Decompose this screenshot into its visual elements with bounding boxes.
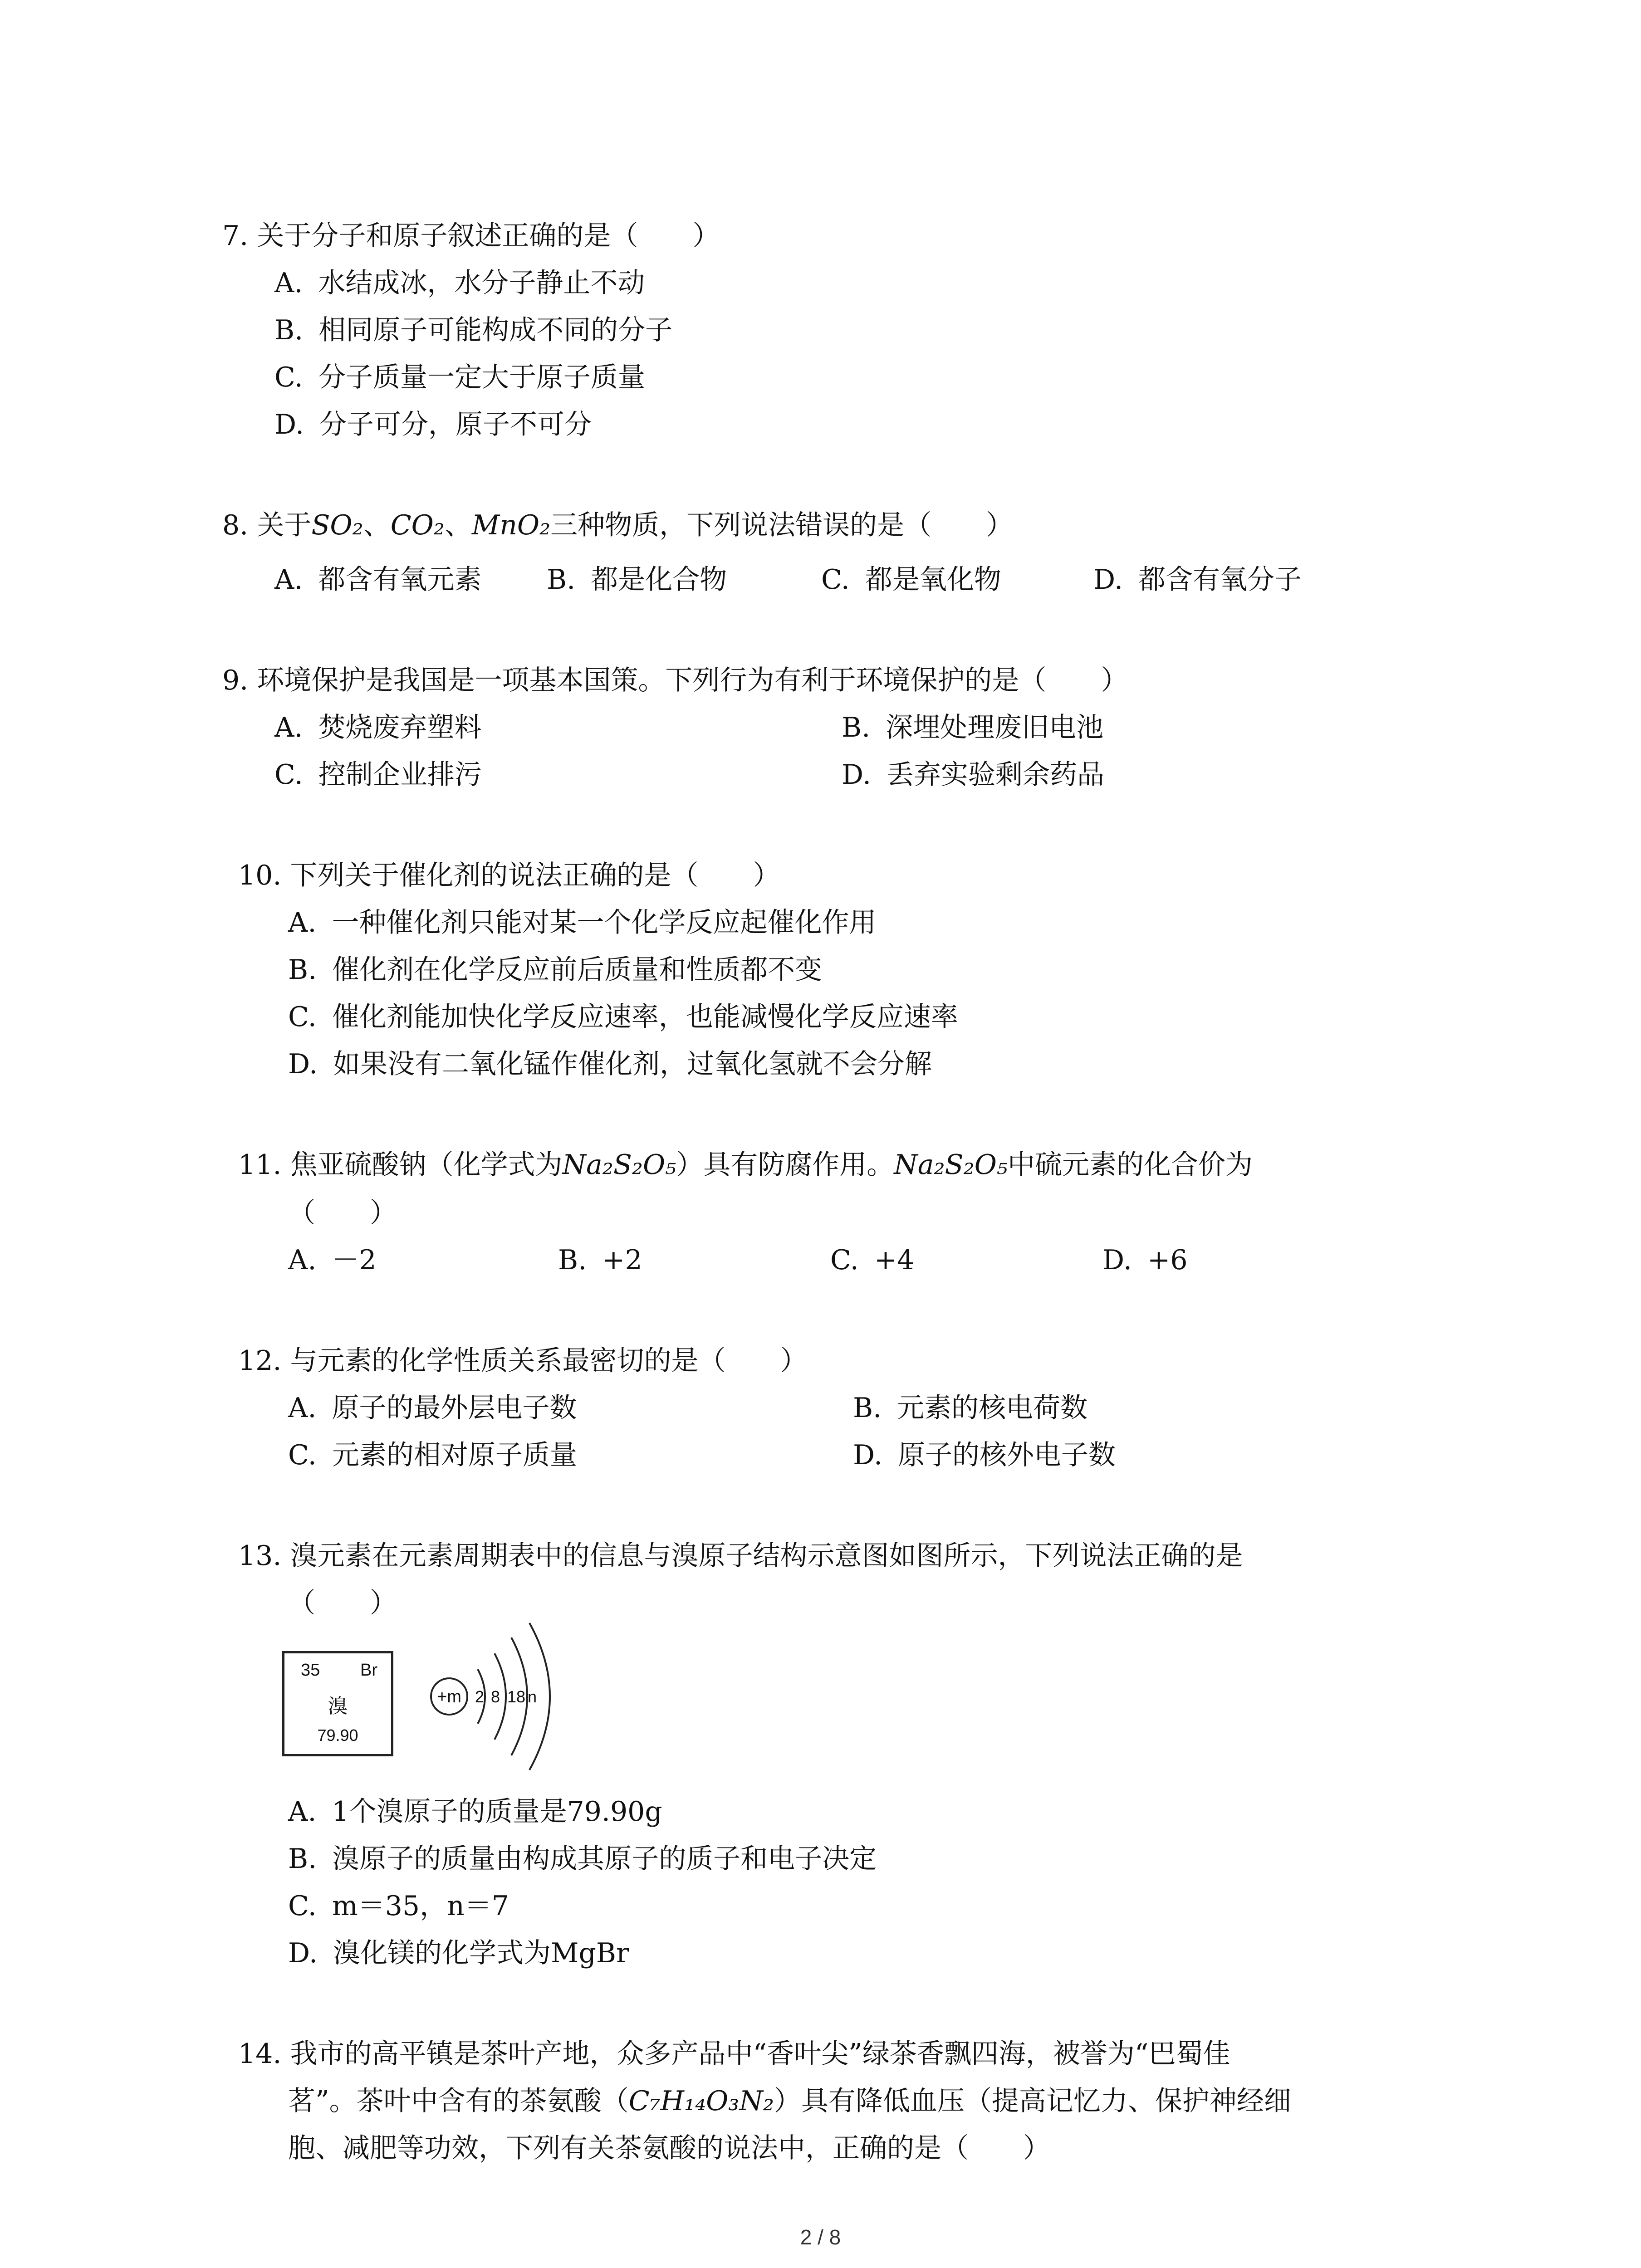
option-d: D. 溴化镁的化学式为MgBr <box>288 1937 629 1969</box>
question-stem-line-2: 茗”。茶叶中含有的茶氨酸（C₇H₁₄O₃N₂）具有降低血压（提高记忆力、保护神经细 <box>288 2085 1291 2117</box>
atomic-mass: 79.90 <box>317 1726 358 1745</box>
option-c: C. m＝35，n＝7 <box>288 1890 509 1922</box>
question-stem: 11. 焦亚硫酸钠（化学式为Na₂S₂O₅）具有防腐作用。Na₂S₂O₅中硫元素的化合价为 <box>238 1149 1253 1181</box>
answer-blank: （ ） <box>288 1197 397 1229</box>
option-c: C. +4 <box>830 1244 915 1276</box>
question-stem: 9. 环境保护是我国是一项基本国策。下列行为有利于环境保护的是（ ） <box>222 665 1128 696</box>
option-a: A. 焚烧废弃塑料 <box>274 712 482 743</box>
option-b: B. 深埋处理废旧电池 <box>842 712 1104 743</box>
option-b: B. 元素的核电荷数 <box>853 1392 1088 1424</box>
option-d: D. 如果没有二氧化锰作催化剂，过氧化氢就不会分解 <box>288 1048 932 1080</box>
option-b: B. 溴原子的质量由构成其原子的质子和电子决定 <box>288 1843 877 1875</box>
page-number: 2 / 8 <box>800 2225 841 2249</box>
question-stem: 7. 关于分子和原子叙述正确的是（ ） <box>222 220 720 252</box>
option-d: D. 原子的核外电子数 <box>853 1439 1116 1471</box>
question-stem-line-3: 胞、减肥等功效，下列有关茶氨酸的说法中，正确的是（ ） <box>288 2132 1050 2164</box>
option-b: B. +2 <box>558 1244 642 1276</box>
periodic-table-cell <box>282 1651 393 1756</box>
question-stem: 12. 与元素的化学性质关系最密切的是（ ） <box>238 1345 808 1377</box>
option-d: D. +6 <box>1102 1244 1188 1276</box>
shell-count-2: 8 <box>491 1687 500 1706</box>
option-a: A. －2 <box>288 1244 377 1276</box>
option-c: C. 控制企业排污 <box>274 759 482 791</box>
option-a: A. 一种催化剂只能对某一个化学反应起催化作用 <box>288 907 877 938</box>
formula-so2: SO₂ <box>311 509 363 541</box>
question-stem-line-1: 14. 我市的高平镇是茶叶产地，众多产品中“香叶尖”绿茶香飘四海，被誉为“巴蜀佳 <box>238 2038 1230 2070</box>
option-a: A. 都含有氧元素 <box>274 564 482 596</box>
question-stem: 10. 下列关于催化剂的说法正确的是（ ） <box>238 860 780 891</box>
formula-na2s2o5: Na₂S₂O₅ <box>562 1149 676 1181</box>
option-b: B. 都是化合物 <box>547 564 727 596</box>
option-a: A. 1个溴原子的质量是79.90g <box>288 1796 662 1828</box>
option-c: C. 都是氧化物 <box>821 564 1001 596</box>
atomic-structure-diagram <box>424 1619 574 1774</box>
nucleus-label: +m <box>437 1687 461 1706</box>
option-d: D. 丢弃实验剩余药品 <box>842 759 1105 791</box>
question-stem: 13. 溴元素在元素周期表中的信息与溴原子结构示意图如图所示，下列说法正确的是 <box>238 1540 1243 1572</box>
atomic-number: 35 <box>301 1661 320 1680</box>
formula-na2s2o5: Na₂S₂O₅ <box>894 1149 1008 1181</box>
option-b: B. 相同原子可能构成不同的分子 <box>274 314 673 346</box>
shell-count-3: 18 <box>507 1687 526 1706</box>
option-b: B. 催化剂在化学反应前后质量和性质都不变 <box>288 954 823 986</box>
element-name: 溴 <box>328 1695 348 1717</box>
shell-count-1: 2 <box>475 1687 485 1706</box>
option-d: D. 都含有氧分子 <box>1093 564 1302 596</box>
option-c: C. 元素的相对原子质量 <box>288 1439 577 1471</box>
formula-theanine: C₇H₁₄O₃N₂ <box>628 2085 774 2117</box>
question-stem: 8. 关于SO₂、CO₂、MnO₂三种物质，下列说法错误的是（ ） <box>222 509 1014 541</box>
option-c: C. 催化剂能加快化学反应速率，也能减慢化学反应速率 <box>288 1001 958 1033</box>
option-a: A. 原子的最外层电子数 <box>288 1392 577 1424</box>
option-c: C. 分子质量一定大于原子质量 <box>274 362 645 393</box>
option-d: D. 分子可分，原子不可分 <box>274 409 592 440</box>
answer-blank: （ ） <box>288 1587 397 1619</box>
element-symbol: Br <box>360 1661 377 1680</box>
formula-mno2: MnO₂ <box>471 509 551 541</box>
formula-co2: CO₂ <box>390 509 445 541</box>
shell-count-4: n <box>528 1687 537 1706</box>
option-a: A. 水结成冰，水分子静止不动 <box>274 267 645 299</box>
